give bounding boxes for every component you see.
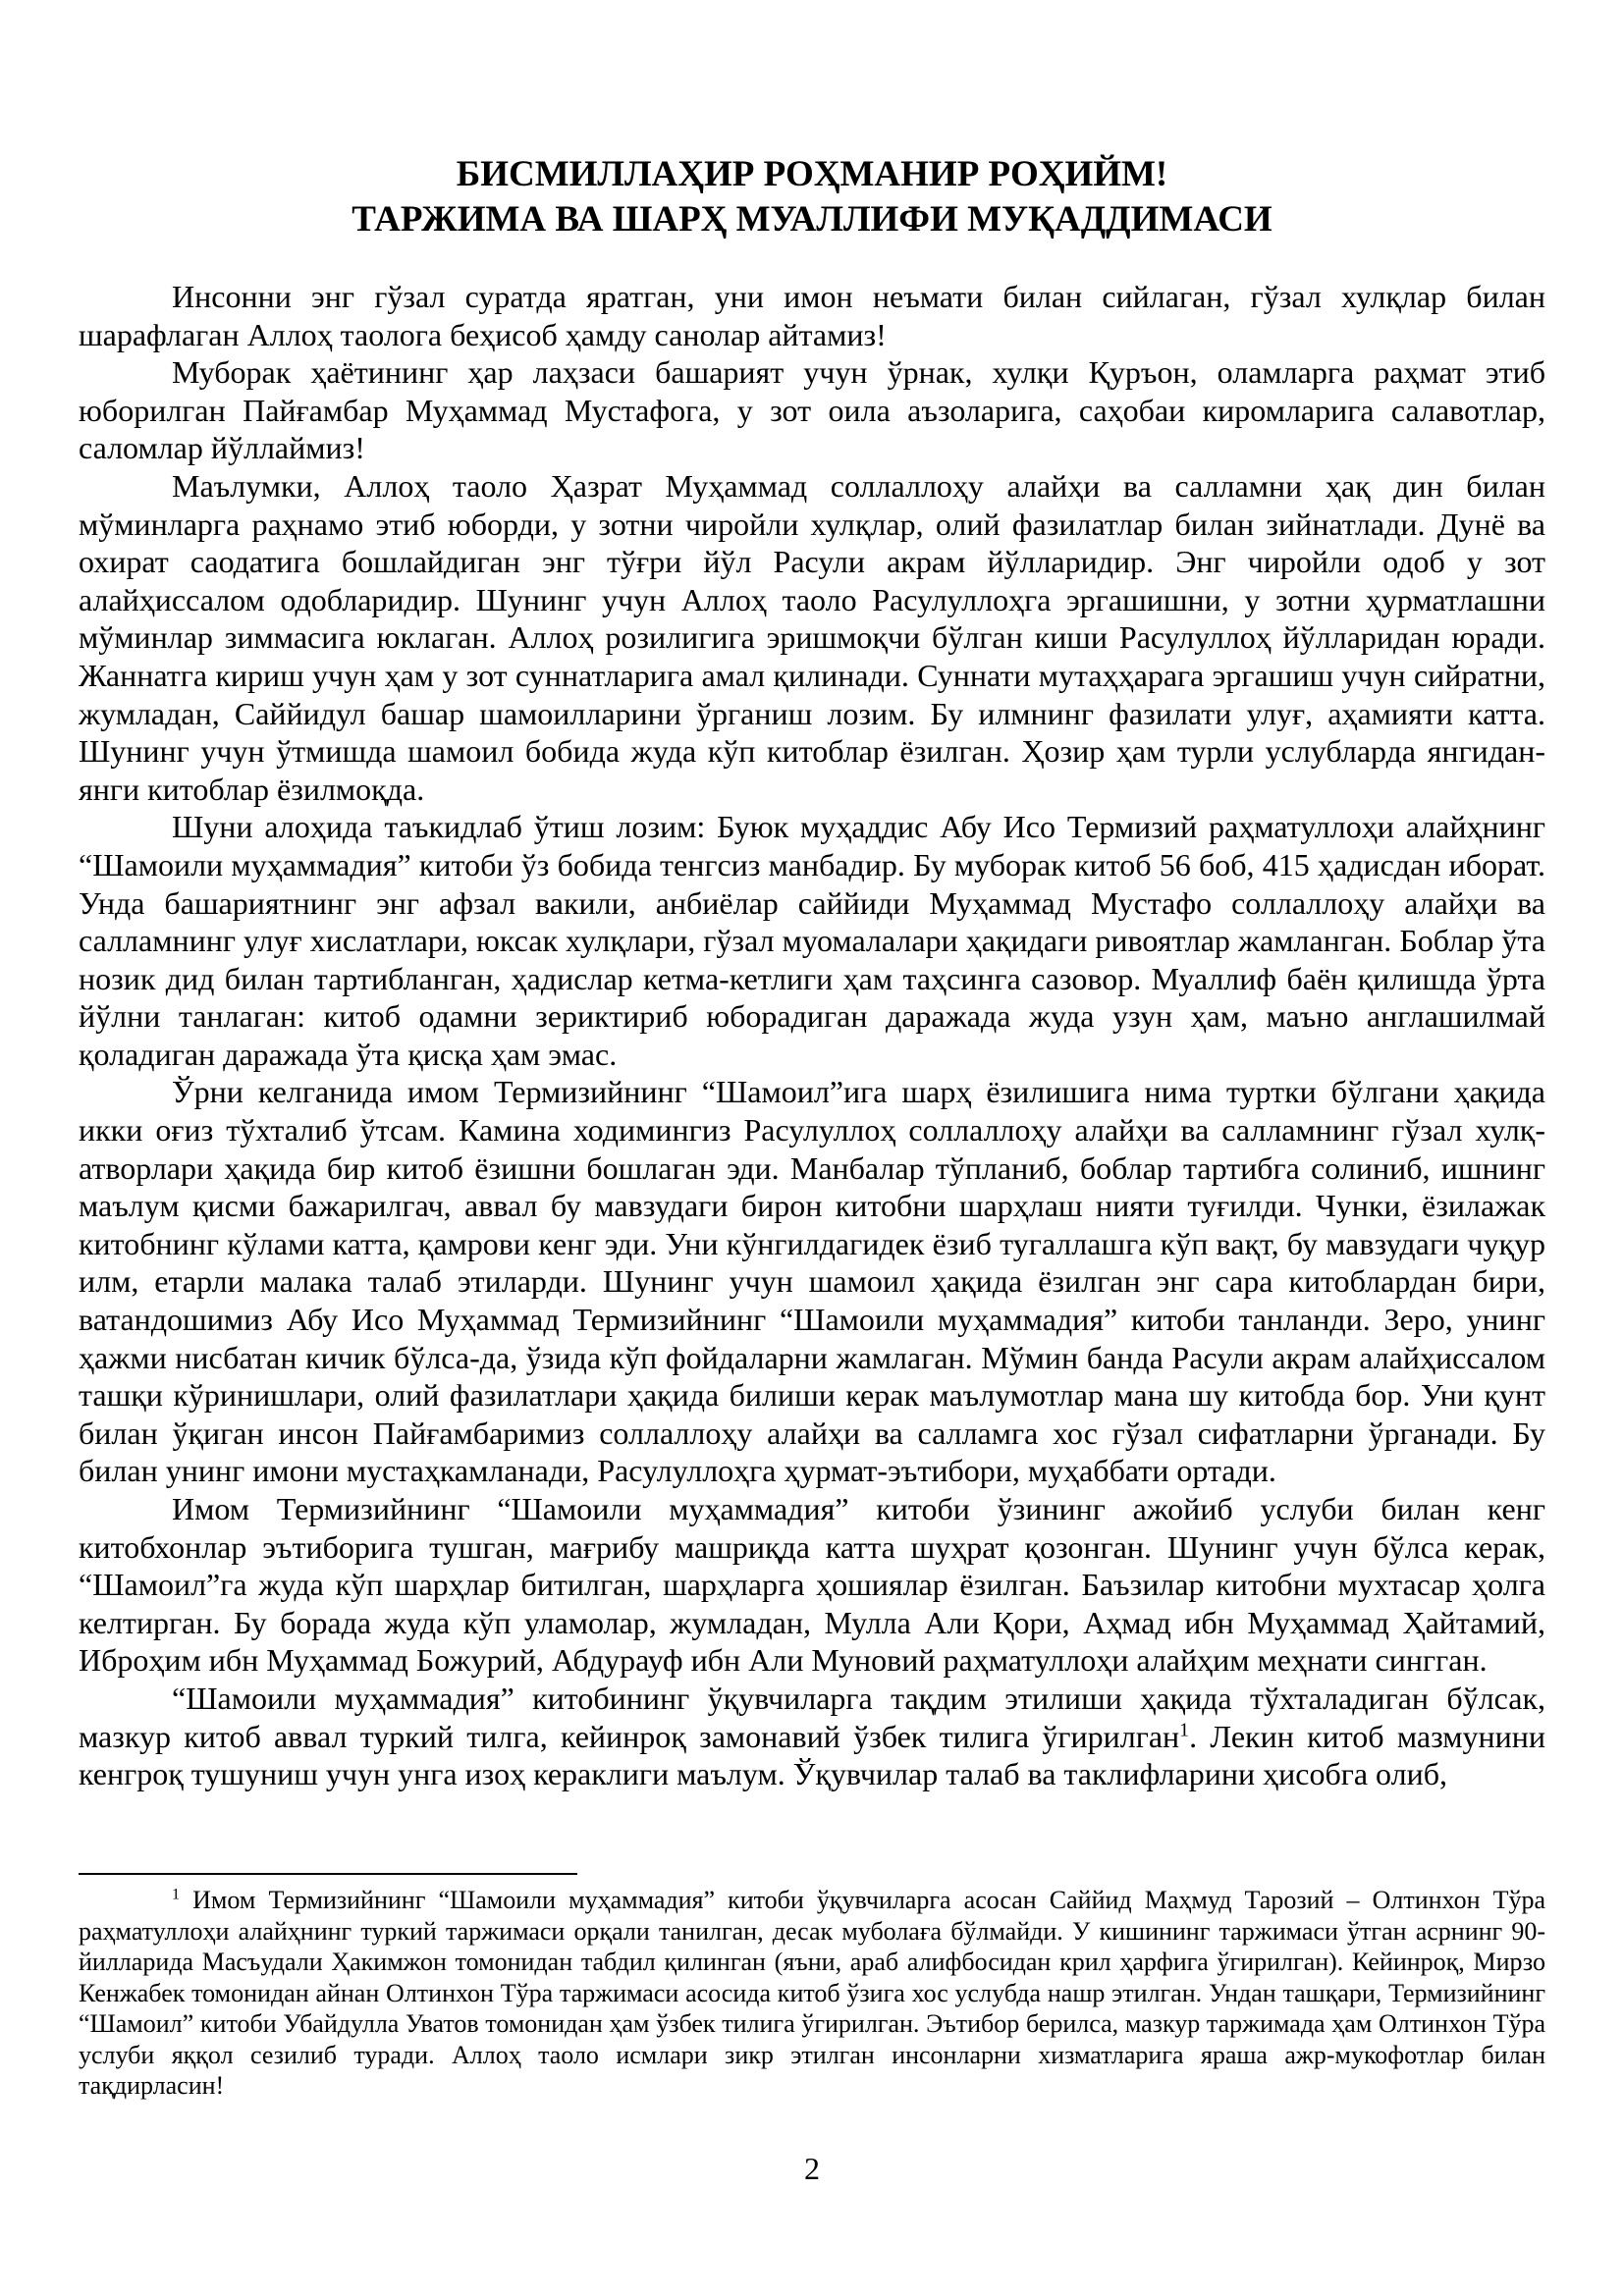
paragraph-7 [79,1680,1545,1793]
body-text [79,278,1545,1793]
page-title-line-2: ТАРЖИМА ВА ШАРҲ МУАЛЛИФИ МУҚАДДИМАСИ [352,199,1272,240]
page-number: 2 [804,2151,820,2186]
footnote [79,1885,1545,2102]
footnote-text: Имом Термизийнинг “Шамоили муҳаммадия” китоби ўқувчиларга асосан Саййид Маҳмуд Тарозий – Олтинхон Тўра раҳматуллоҳи алайҳнинг туркий таржимаси орқали танилган, десак муболаға бўлмайди. У кишининг таржимаси ўтган асрнинг 90-йилларида Масъудали Ҳакимжон томонидан табдил қилинган (яъни, араб алифбосидан крил ҳарфига ўгирилган). Кейинроқ, Мирзо Кенжабек томонидан айнан Олтинхон Тўра таржимаси асосида китоб ўзига хос услубда нашр этилган. Ундан ташқари, Термизийнинг “Шамоил” китоби Убайдулла Уватов томонидан ҳам ўзбек тилига ўгирилган. Эътибор берилса, мазкур таржимада ҳам Олтинхон Тўра услуби яққол сезилиб туради. Аллоҳ таоло исмлари зикр этилган инсонларни хизматларига яраша ажр-мукофотлар билан тақдирласин! [79,1886,1545,2100]
paragraph-4: Шуни алоҳида таъкидлаб ўтиш лозим: Буюк муҳаддис Абу Исо Термизий раҳматуллоҳи алайҳнинг “Шамоили муҳаммадия” китоби ўз бобида тенгсиз манбадир. Бу муборак китоб 56 боб, 415 ҳадисдан иборат. Унда башариятнинг энг афзал вакили, анбиёлар саййиди Муҳаммад Мустафо соллаллоҳу алайҳи ва салламнинг улуғ хислатлари, юксак хулқлари, гўзал муомалалари ҳақидаги ривоятлар жамланган. Боблар ўта нозик дид билан тартибланган, ҳадислар кетма-кетлиги ҳам таҳсинга сазовор. Муаллиф баён қилишда ўрта йўлни танлаган: китоб одамни зериктириб юборадиган даражада жуда узун ҳам, маъно англашилмай қоладиган даражада ўта қисқа ҳам эмас. [79,809,1545,1072]
footnote-separator [79,1873,577,1875]
paragraph-6: Имом Термизийнинг “Шамоили муҳаммадия” китоби ўзининг ажойиб услуби билан кенг китобхонлар эътиборига тушган, мағрибу машриқда катта шуҳрат қозонган. Шунинг учун бўлса керак, “Шамоил”га жуда кўп шарҳлар битилган, шарҳларга ҳошиялар ёзилган. Баъзилар китобни мухтасар ҳолга келтирган. Бу борада жуда кўп уламолар, жумладан, Мулла Али Қори, Аҳмад ибн Муҳаммад Ҳайтамий, Иброҳим ибн Муҳаммад Божурий, Абдурауф ибн Али Муновий раҳматуллоҳи алайҳим меҳнати сингган. [79,1491,1545,1679]
footnote-marker: 1 [172,1886,181,1903]
paragraph-5: Ўрни келганида имом Термизийнинг “Шамоил”ига шарҳ ёзилишига нима туртки бўлгани ҳақида икки оғиз тўхталиб ўтсам. Камина ходимингиз Расулуллоҳ соллаллоҳу алайҳи ва салламнинг гўзал хулқ-атворлари ҳақида бир китоб ёзишни бошлаган эди. Манбалар тўпланиб, боблар тартибга солиниб, ишнинг маълум қисми бажарилгач, аввал бу мавзудаги бирон китобни шарҳлаш нияти туғилди. Чунки, ёзилажак китобнинг кўлами катта, қамрови кенг эди. Уни кўнгилдагидек ёзиб тугаллашга кўп вақт, бу мавзудаги чуқур илм, етарли малака талаб этиларди. Шунинг учун шамоил ҳақида ёзилган энг сара китоблардан бири, ватандошимиз Абу Исо Муҳаммад Термизийнинг “Шамоили муҳаммадия” китоби танланди. Зеро, унинг ҳажми нисбатан кичик бўлса-да, ўзида кўп фойдаларни жамлаган. Мўмин банда Расули акрам алайҳиссалом ташқи кўринишлари, олий фазилатлари ҳақида билиши керак маълумотлар мана шу китобда бор. Уни қунт билан ўқиган инсон Пайғамбаримиз соллаллоҳу алайҳи ва салламга хос гўзал сифатларни ўрганади. Бу билан унинг имони мустаҳкамланади, Расулуллоҳга ҳурмат-эътибори, муҳаббати ортади. [79,1074,1545,1489]
paragraph-3: Маълумки, Аллоҳ таоло Ҳазрат Муҳаммад соллаллоҳу алайҳи ва салламни ҳақ дин билан мўминларга раҳнамо этиб юборди, у зотни чиройли хулқлар, олий фазилатлар билан зийнатлади. Дунё ва охират саодатига бошлайдиган энг тўғри йўл Расули акрам йўлларидир. Энг чиройли одоб у зот алайҳиссалом одобларидир. Шунинг учун Аллоҳ таоло Расулуллоҳга эргашишни, у зотни ҳурматлашни мўминлар зиммасига юклаган. Аллоҳ розилигига эришмоқчи бўлган киши Расулуллоҳ йўлларидан юради. Жаннатга кириш учун ҳам у зот суннатларига амал қилинади. Суннати мутаҳҳарага эргашиш учун сийратни, жумладан, Саййидул башар шамоилларини ўрганиш лозим. Бу илмнинг фазилати улуғ, аҳамияти катта. Шунинг учун ўтмишда шамоил бобида жуда кўп китоблар ёзилган. Ҳозир ҳам турли услубларда янгидан-янги китоблар ёзилмоқда. [79,467,1545,807]
paragraph-2: Муборак ҳаётининг ҳар лаҳзаси башарият учун ўрнак, хулқи Қуръон, оламларга раҳмат этиб юборилган Пайғамбар Муҳаммад Мустафога, у зот оила аъзоларига, саҳобаи киромларига салавотлар, саломлар йўллаймиз! [79,354,1545,466]
page-title-line-1: БИСМИЛЛАҲИР РОҲМАНИР РОҲИЙМ! [456,154,1168,194]
paragraph-1: Инсонни энг гўзал суратда яратган, уни имон неъмати билан сийлаган, гўзал хулқлар билан шарафлаган Аллоҳ таологa беҳисоб ҳамду санолар айтамиз! [79,279,1545,352]
paragraph-7-text-end: . Лекин китоб мазмунини кенгроқ тушуниш учун унга изоҳ кераклиги маълум. Ўқувчилар талаб ва таклифларини ҳисобга олиб, [79,1718,1546,1792]
paragraph-7-text-start: “Шамоили муҳаммадия” китобининг ўқувчиларга тақдим этилиши ҳақида тўхталадиган бўлсак, мазкур китоб аввал туркий тилга, кейинроқ замонавий ўзбек тилига ўгирилган [79,1680,1545,1754]
footnote-reference[interactable]: 1 [1179,1718,1190,1740]
